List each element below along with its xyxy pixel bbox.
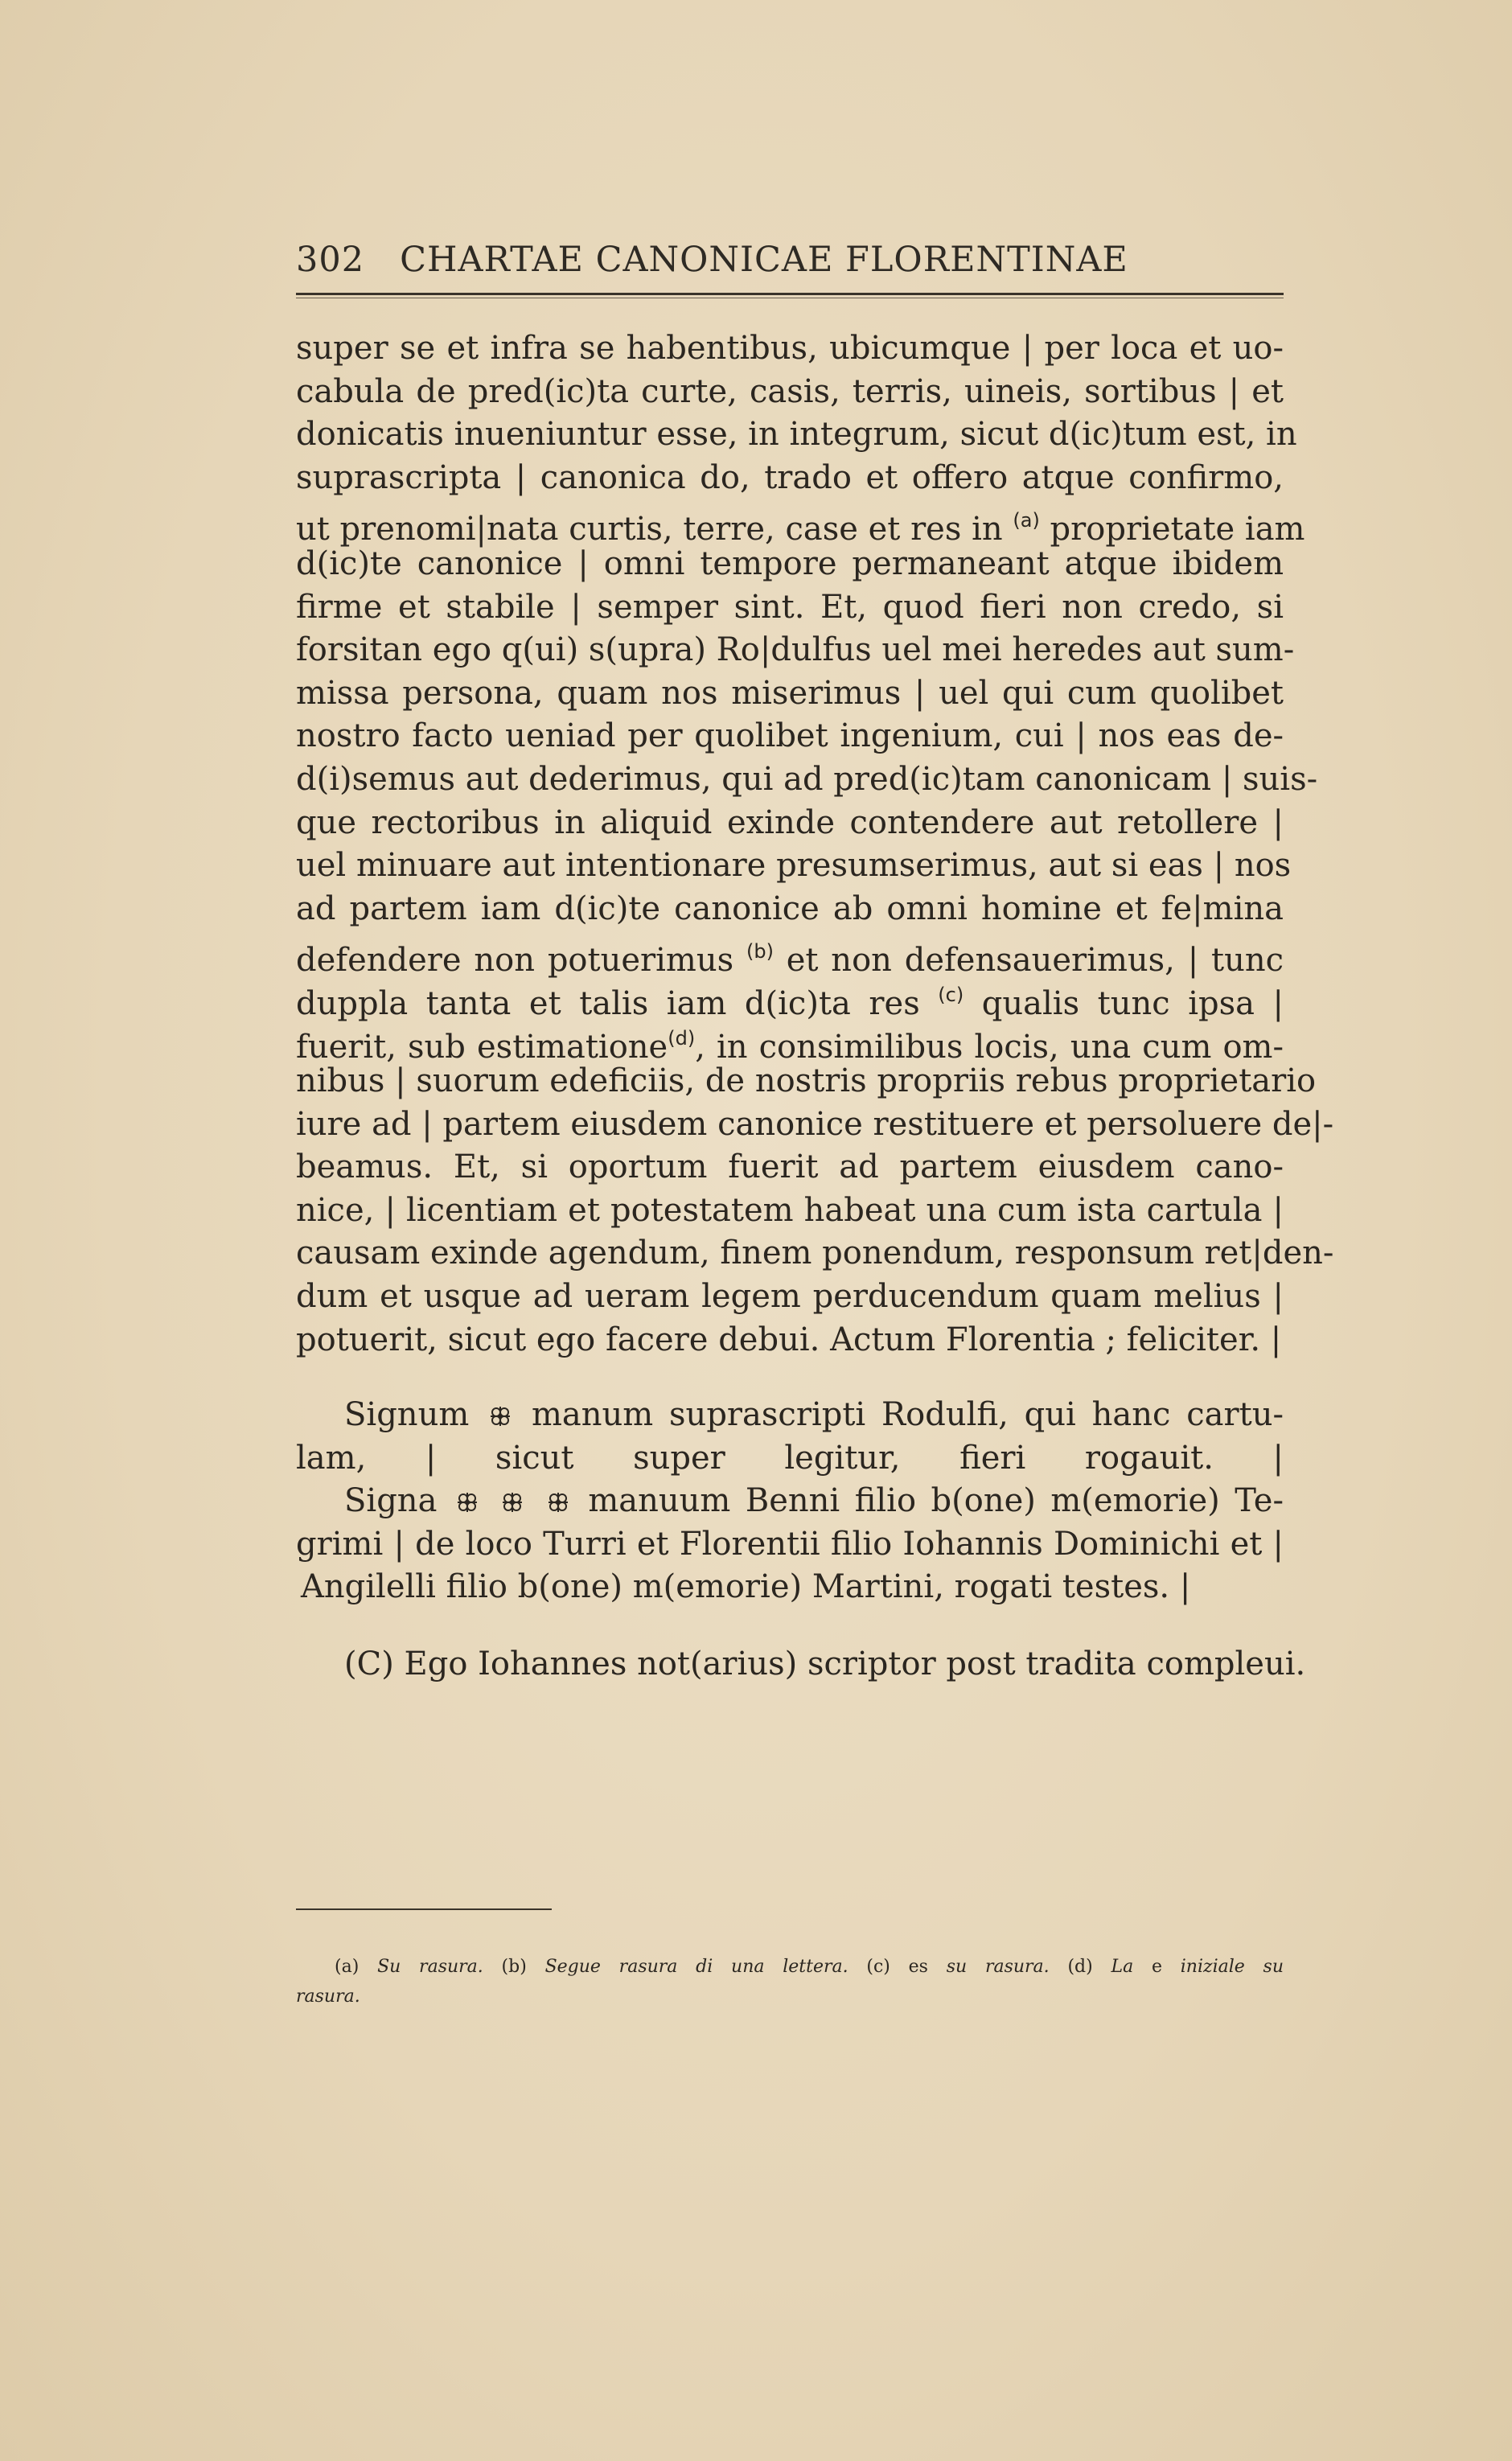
footnote-text: La xyxy=(1111,1957,1134,1977)
signum-cross-icon xyxy=(490,1406,511,1427)
notary-line: (C) Ego Iohannes not(arius) scriptor post tradita compleui. xyxy=(344,1645,1306,1682)
text-segment: proprietate iam xyxy=(1050,511,1305,548)
text-line xyxy=(296,931,1284,980)
text-line: causam exinde agendum, finem ponendum, responsum ret|den- xyxy=(296,1235,1334,1272)
footnote-rule xyxy=(296,1908,552,1910)
footnote-text: iniziale su xyxy=(1180,1957,1284,1977)
footnote-text: Su rasura. xyxy=(377,1957,483,1977)
text-line: nibus | suorum edeficiis, de nostris propriis rebus proprietario xyxy=(296,1062,1317,1100)
text-segment: manum suprascripti Rodulfi, qui hanc cartu- xyxy=(531,1396,1284,1433)
text-segment: fuerit, sub estimatione xyxy=(296,1028,668,1066)
text-segment: manuum Benni filio b(one) m(emorie) Te- xyxy=(588,1482,1284,1520)
text-line: super se et infra se habentibus, ubicumque | per loca et uo- xyxy=(296,330,1284,367)
footnote-text: Segue rasura di una lettera. xyxy=(544,1957,848,1977)
text-line: nice, | licentiam et potestatem habeat una cum ista cartula | xyxy=(296,1191,1284,1229)
text-line: donicatis inueniuntur esse, in integrum, sicut d(ic)tum est, in xyxy=(296,416,1297,454)
text-line: nostro facto ueniad per quolibet ingenium, cui | nos eas de- xyxy=(296,717,1284,755)
text-line: beamus. Et, si oportum fuerit ad partem eiusdem cano- xyxy=(296,1148,1284,1186)
text-line: uel minuare aut intentionare presumserimus, aut si eas | nos xyxy=(296,847,1292,885)
text-segment: qualis tunc ipsa | xyxy=(981,984,1284,1022)
text-line: forsitan ego q(ui) s(upra) Ro|dulfus uel mei heredes aut sum- xyxy=(296,631,1295,669)
footnote-line xyxy=(296,1982,1284,2011)
signature-line xyxy=(296,1480,1284,1523)
footnote-text: rasura. xyxy=(296,1986,360,2007)
signatures-block xyxy=(296,1394,1284,1609)
signature-line: grimi | de loco Turri et Florentii filio Iohannis Dominichi et | xyxy=(296,1525,1284,1563)
page-number: 302 xyxy=(296,240,365,280)
text-line: suprascripta | canonica do, trado et offero atque confirmo, xyxy=(296,458,1284,496)
signum-cross-icon xyxy=(502,1492,523,1513)
footnote-mark: (c) es xyxy=(866,1957,928,1977)
text-segment: duppla tanta et talis iam d(ic)ta res xyxy=(296,984,920,1022)
text-segment: ut prenomi|nata curtis, terre, case et res in xyxy=(296,511,1003,548)
footnote-text: e xyxy=(1151,1957,1162,1977)
text-segment: defendere non potuerimus xyxy=(296,942,734,980)
text-line: d(ic)te canonice | omni tempore permaneant atque ibidem xyxy=(296,544,1284,582)
footnote-ref-d: (d) xyxy=(668,1026,696,1050)
footnotes xyxy=(296,1952,1284,2011)
text-line xyxy=(296,974,1284,1022)
footnote-ref-c: (c) xyxy=(938,983,964,1006)
text-line: ad partem iam d(ic)te canonice ab omni homine et fe|mina xyxy=(296,889,1284,927)
signature-line: Angilelli filio b(one) m(emorie) Martini, rogati testes. | xyxy=(301,1568,1191,1606)
notary-subscription xyxy=(296,1643,1306,1687)
signum-cross-icon xyxy=(548,1492,569,1513)
footnote-ref-a: (a) xyxy=(1013,509,1040,532)
signature-line xyxy=(296,1394,1284,1437)
text-segment: et non defensauerimus, | tunc xyxy=(786,942,1284,980)
text-line xyxy=(296,499,1305,548)
footnote-mark: (d) xyxy=(1067,1957,1093,1977)
text-segment: Signa xyxy=(344,1482,438,1520)
text-segment: Signum xyxy=(344,1396,470,1433)
signature-line: lam, | sicut super legitur, fieri rogauit. | xyxy=(296,1439,1284,1477)
running-title: CHARTAE CANONICAE FLORENTINAE xyxy=(400,240,1128,280)
text-line: missa persona, quam nos miserimus | uel qui cum quolibet xyxy=(296,674,1284,712)
footnote-ref-b: (b) xyxy=(746,940,774,963)
footnote-text: su rasura. xyxy=(946,1957,1050,1977)
footnote-mark: (b) xyxy=(501,1957,527,1977)
signum-cross-icon xyxy=(457,1492,478,1513)
charter-text xyxy=(296,327,1334,1362)
text-line: iure ad | partem eiusdem canonice restituere et persoluere de|- xyxy=(296,1105,1334,1143)
text-line: d(i)semus aut dederimus, qui ad pred(ic)tam canonicam | suis- xyxy=(296,760,1318,798)
header-rule xyxy=(296,293,1284,295)
running-header xyxy=(296,240,1284,280)
footnote-mark: (a) xyxy=(335,1957,360,1977)
text-line: potuerit, sicut ego facere debui. Actum Florentia ; feliciter. | xyxy=(296,1321,1282,1358)
footnote-line xyxy=(296,1952,1284,1982)
text-line xyxy=(296,1017,1284,1066)
text-line: dum et usque ad ueram legem perducendum quam melius | xyxy=(296,1278,1284,1316)
text-segment: , in consimilibus locis, una cum om- xyxy=(695,1028,1284,1066)
text-line: cabula de pred(ic)ta curte, casis, terris, uineis, sortibus | et xyxy=(296,372,1284,410)
text-line: que rectoribus in aliquid exinde contendere aut retollere | xyxy=(296,803,1284,841)
text-line: firme et stabile | semper sint. Et, quod fieri non credo, si xyxy=(296,588,1284,626)
